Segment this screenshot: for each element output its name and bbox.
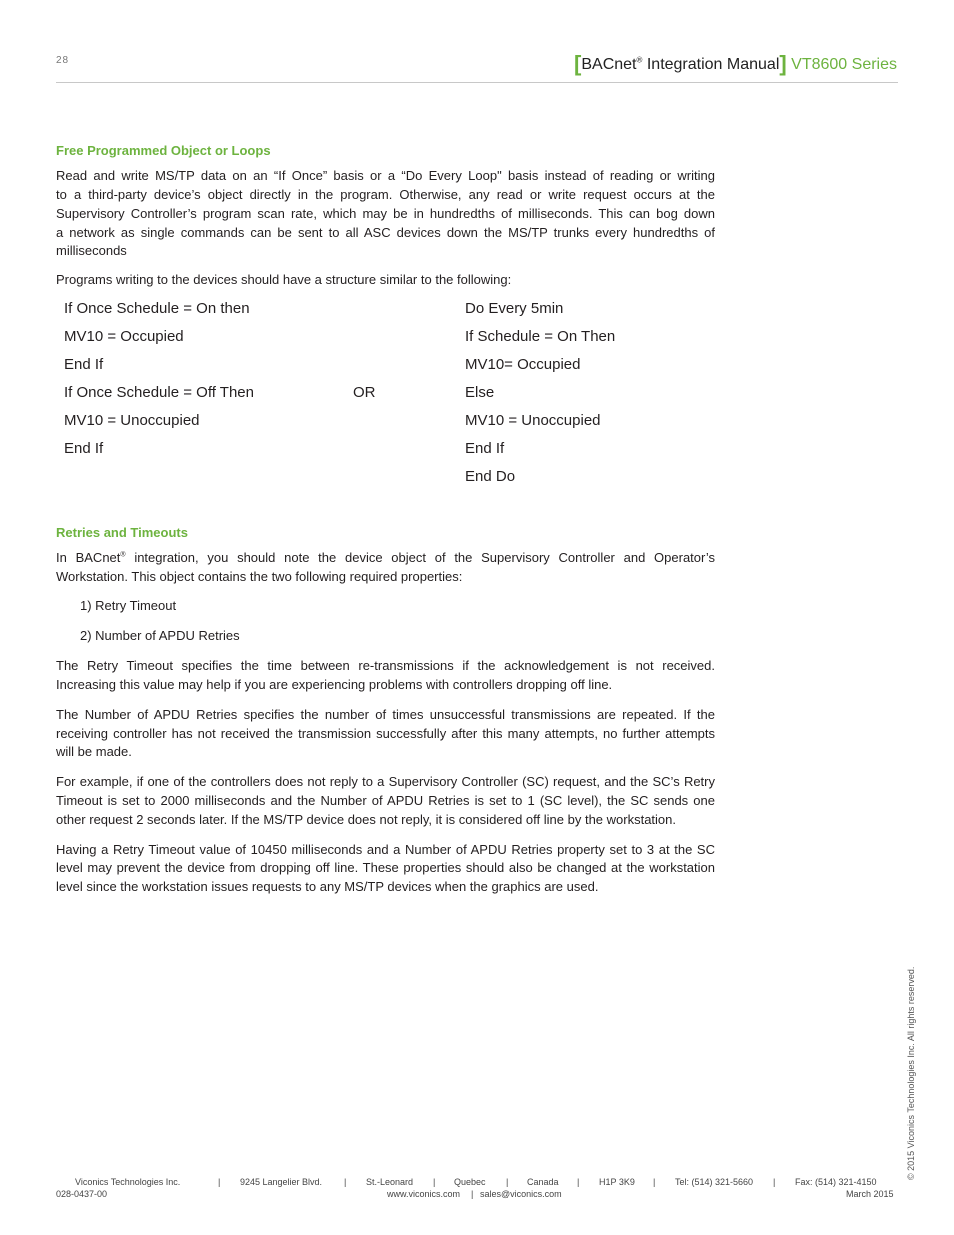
list-item: 1) Retry Timeout (80, 598, 177, 613)
footer-email[interactable]: sales@viconics.com (480, 1189, 562, 1199)
list-item: 2) Number of APDU Retries (80, 628, 240, 643)
registered-mark: ® (636, 55, 643, 65)
or-label: OR (353, 384, 376, 401)
paragraph-line: The Number of APDU Retries specifies the number of times unsuccessful transmissions are repeated. If the (56, 707, 715, 722)
footer-tel: Tel: (514) 321-5660 (675, 1177, 754, 1187)
footer-separator: | (471, 1189, 474, 1199)
code-line: Else (465, 384, 495, 401)
footer-doc-number: 028-0437-00 (56, 1189, 108, 1199)
code-line: End If (64, 356, 104, 373)
intro-text-b: integration, you should note the device object of the Supervisory Controller and Operator’s (134, 550, 715, 565)
paragraph-line: Increasing this value may help if you are experiencing problems with controllers dropping off line. (56, 677, 613, 692)
footer-postal: H1P 3K9 (599, 1177, 635, 1187)
footer-fax: Fax: (514) 321-4150 (795, 1177, 877, 1187)
footer-date: March 2015 (846, 1189, 894, 1199)
paragraph-line: milliseconds (56, 243, 127, 258)
right-bracket-icon: ] (779, 51, 787, 76)
section-heading-retries: Retries and Timeouts (56, 525, 188, 540)
footer-separator: | (218, 1177, 221, 1187)
code-line: If Once Schedule = On then (64, 300, 250, 317)
code-line: MV10 = Unoccupied (64, 412, 200, 429)
left-bracket-icon: [ (574, 51, 582, 76)
paragraph-line: For example, if one of the controllers does not reply to a Supervisory Controller (SC) request, and the SC’s Retry (56, 774, 715, 789)
code-line: If Schedule = On Then (465, 328, 616, 345)
paragraph-line: level since the workstation issues requests to any MS/TP devices when the graphics are used. (56, 879, 599, 894)
intro-text-a: In BACnet (56, 550, 121, 565)
footer-separator: | (773, 1177, 776, 1187)
paragraph-line: receiving controller has not received the transmission successfully after this many attempts, no further attempts (56, 726, 715, 741)
footer-separator: | (506, 1177, 509, 1187)
footer-address: 9245 Langelier Blvd. (240, 1177, 323, 1187)
registered-mark: ® (120, 551, 126, 559)
footer-province: Quebec (454, 1177, 486, 1187)
code-line: MV10 = Occupied (64, 328, 184, 345)
paragraph-line: The Retry Timeout specifies the time between re-transmissions if the acknowledgement is not received. (56, 658, 715, 673)
code-line: End If (64, 440, 104, 457)
paragraph-line: to a third-party device’s object directly in the program. Otherwise, any read or write request occurs at the (56, 187, 715, 202)
paragraph-line: a network as single commands can be sent to all ASC devices down the MS/TP trunks every hundredths of (56, 225, 715, 240)
footer-separator: | (577, 1177, 580, 1187)
paragraph-line: Having a Retry Timeout value of 10450 milliseconds and a Number of APDU Retries property set to 3 at the SC (56, 842, 715, 857)
footer-website[interactable]: www.viconics.com (387, 1189, 461, 1199)
paragraph-line: Supervisory Controller’s program scan rate, which may be in hundredths of milliseconds. This can bog down (56, 206, 715, 221)
copyright-notice: © 2015 Viconics Technologies Inc. All rights reserved. (906, 966, 916, 1180)
footer-country: Canada (527, 1177, 559, 1187)
footer-separator: | (344, 1177, 347, 1187)
paragraph-line: other request 2 seconds later. If the MS/TP device does not reply, it is considered off line by the workstation. (56, 812, 677, 827)
header-rule (56, 82, 898, 83)
code-line: End Do (465, 468, 516, 485)
footer-separator: | (653, 1177, 656, 1187)
footer-company: Viconics Technologies Inc. (75, 1177, 181, 1187)
paragraph-line: Read and write MS/TP data on an “If Once” basis or a “Do Every Loop" basis instead of reading or writing (56, 168, 715, 183)
footer-separator: | (433, 1177, 436, 1187)
paragraph-line: Timeout is set to 2000 milliseconds and the Number of APDU Retries is set to 1 (SC level), the SC sends one (56, 793, 715, 808)
code-line: End If (465, 440, 505, 457)
paragraph-line (56, 549, 715, 568)
page-number: 28 (56, 55, 70, 66)
footer-city: St.-Leonard (366, 1177, 414, 1187)
paragraph-line: will be made. (56, 744, 132, 759)
code-line: Do Every 5min (465, 300, 564, 317)
code-line: MV10 = Unoccupied (465, 412, 601, 429)
manual-title-rest: Integration Manual (646, 56, 780, 73)
paragraph-line: Workstation. This object contains the two following required properties: (56, 569, 463, 584)
code-line: MV10= Occupied (465, 356, 581, 373)
manual-title: BACnet (581, 56, 637, 73)
series-name: VT8600 Series (791, 56, 897, 73)
paragraph-line: level may prevent the device from dropping off line. These properties should also be changed at the workstation (56, 860, 715, 875)
document-header (574, 51, 897, 76)
paragraph-programs: Programs writing to the devices should have a structure similar to the following: (56, 272, 512, 287)
code-line: If Once Schedule = Off Then (64, 384, 254, 401)
section-heading-free-programmed: Free Programmed Object or Loops (56, 143, 271, 158)
